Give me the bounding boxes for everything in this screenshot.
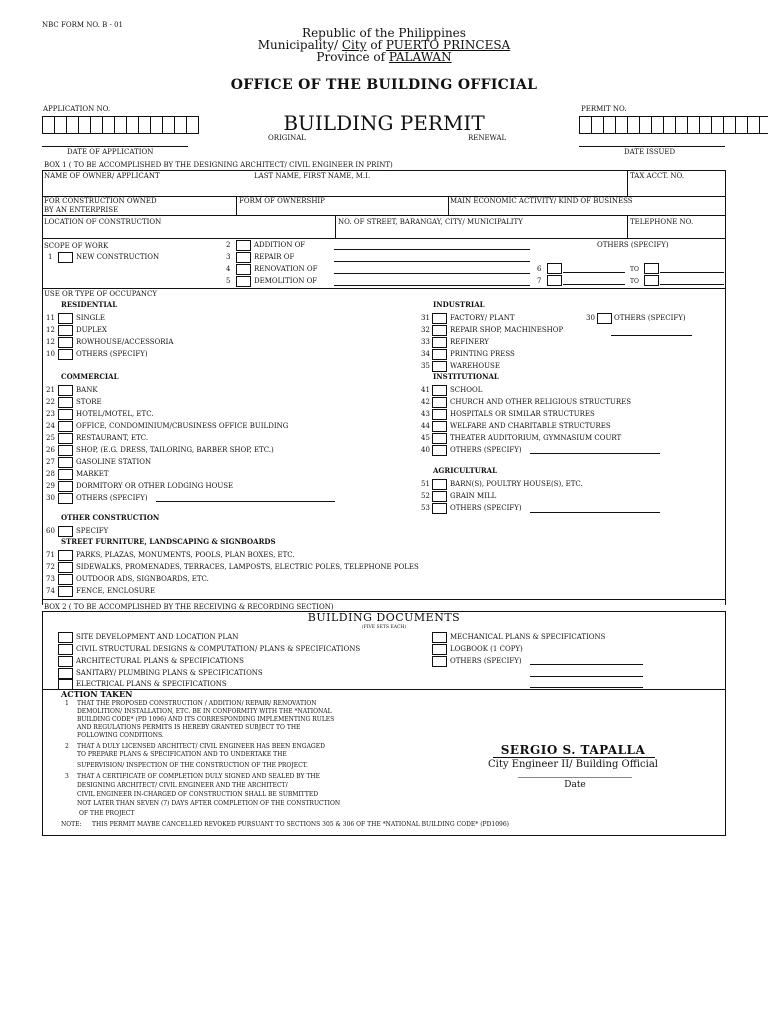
permit-no-label: PERMIT NO. [581,105,627,113]
checkbox-scope-7-to[interactable] [644,275,659,286]
checkbox-logbook[interactable] [432,644,447,655]
checkbox-docs-others[interactable] [432,656,447,667]
box1-heading: BOX 1 ( TO BE ACCOMPLISHED BY THE DESIGNING ARCHITECT/ CIVIL ENGINEER IN PRINT) [44,161,393,169]
note-label: NOTE: [61,821,82,828]
office-title: OFFICE OF THE BUILDING OFFICIAL [230,77,538,93]
five-sets-note: (FIVE SETS EACH) [361,625,407,630]
commercial-heading: COMMERCIAL [61,372,119,381]
location-label: LOCATION OF CONSTRUCTION [44,218,162,226]
province-line: Province of PALAWAN [316,50,452,64]
checkbox-addition[interactable] [236,240,251,251]
box2-heading: BOX 2 ( TO BE ACCOMPLISHED BY THE RECEIVING & RECORDING SECTION) [44,603,334,611]
checkbox-restaurant[interactable] [58,433,73,444]
checkbox-scope-7[interactable] [547,275,562,286]
checkbox-dormitory[interactable] [58,481,73,492]
checkbox-office[interactable] [58,421,73,432]
municipality-line: Municipality/ City of PUERTO PRINCESA [257,38,511,52]
occupancy-heading: USE OR TYPE OF OCCUPANCY [44,290,157,298]
industrial-heading: INDUSTRIAL [433,300,485,309]
date-issued-label: DATE ISSUED [624,148,676,156]
checkbox-specify[interactable] [58,526,73,537]
checkbox-hotel[interactable] [58,409,73,420]
note-text: THIS PERMIT MAYBE CANCELLED REVOKED PURSUANT TO SECTIONS 305 & 306 OF THE *NATIONAL BUILDING CODE* (PD1096) [92,821,510,828]
construction-owned-label: FOR CONSTRUCTION OWNED [44,197,157,205]
form-number: NBC FORM NO. B - 01 [42,21,124,29]
checkbox-duplex[interactable] [58,325,73,336]
checkbox-industrial-others[interactable] [597,313,612,324]
checkbox-architectural[interactable] [58,656,73,667]
republic-line: Republic of the Philippines [302,26,466,40]
checkbox-repair-shop[interactable] [432,325,447,336]
building-documents-title: BUILDING DOCUMENTS [307,611,461,624]
checkbox-theater[interactable] [432,433,447,444]
scope-item-label: DEMOLITION OF [254,277,318,285]
original-label: ORIGINAL [268,134,306,142]
checkbox-hospital[interactable] [432,409,447,420]
checkbox-printing-press[interactable] [432,349,447,360]
checkbox-sidewalks[interactable] [58,562,73,573]
checkbox-parks[interactable] [58,550,73,561]
owner-label: NAME OF OWNER/ APPLICANT [44,172,160,180]
checkbox-mechanical[interactable] [432,632,447,643]
checkbox-sanitary[interactable] [58,668,73,679]
checkbox-bank[interactable] [58,385,73,396]
renewal-label: RENEWAL [468,134,507,142]
checkbox-grain-mill[interactable] [432,491,447,502]
checkbox-warehouse[interactable] [432,361,447,372]
action-taken-heading: ACTION TAKEN [61,689,133,699]
checkbox-repair[interactable] [236,252,251,263]
checkbox-new-construction[interactable] [58,252,73,263]
tax-acct-label: TAX ACCT. NO. [630,172,685,180]
checkbox-institutional-others[interactable] [432,445,447,456]
signatory-title: City Engineer II/ Building Official [488,759,658,770]
street-label: NO. OF STREET, BARANGAY, CITY/ MUNICIPALITY [338,218,523,226]
scope-label: SCOPE OF WORK [44,242,109,250]
form-ownership-label: FORM OF OWNERSHIP [239,197,325,205]
checkbox-refinery[interactable] [432,337,447,348]
checkbox-store[interactable] [58,397,73,408]
application-no-label: APPLICATION NO. [43,105,111,113]
scope-item-label: RENOVATION OF [254,265,318,273]
scope-item-label: REPAIR OF [254,253,295,261]
street-furniture-heading: STREET FURNITURE, LANDSCAPING & SIGNBOARDS [61,537,276,546]
institutional-heading: INSTITUTIONAL [433,372,499,381]
checkbox-school[interactable] [432,385,447,396]
checkbox-fence[interactable] [58,586,73,597]
checkbox-gasoline[interactable] [58,457,73,468]
scope-item-label: NEW CONSTRUCTION [76,253,160,261]
checkbox-single[interactable] [58,313,73,324]
checkbox-church[interactable] [432,397,447,408]
checkbox-rowhouse[interactable] [58,337,73,348]
other-construction-heading: OTHER CONSTRUCTION [61,513,160,522]
agricultural-heading: AGRICULTURAL [433,466,498,475]
scope-others-label: OTHERS (SPECIFY) [597,241,669,249]
checkbox-commercial-others[interactable] [58,493,73,504]
checkbox-renovation[interactable] [236,264,251,275]
checkbox-scope-6[interactable] [547,263,562,274]
checkbox-shop[interactable] [58,445,73,456]
main-activity-label: MAIN ECONOMIC ACTIVITY/ KIND OF BUSINESS [450,197,633,205]
checkbox-residential-others[interactable] [58,349,73,360]
last-first-label: LAST NAME, FIRST NAME, M.I. [254,172,371,180]
checkbox-welfare[interactable] [432,421,447,432]
telephone-label: TELEPHONE NO. [630,218,694,226]
checkbox-site-development[interactable] [58,632,73,643]
checkbox-outdoor-ads[interactable] [58,574,73,585]
building-permit-title: BUILDING PERMIT [283,111,485,135]
checkbox-scope-6-to[interactable] [644,263,659,274]
residential-heading: RESIDENTIAL [61,300,118,309]
checkbox-market[interactable] [58,469,73,480]
signatory-name: SERGIO S. TAPALLA [500,743,646,757]
signatory-date-label: Date [564,780,586,790]
checkbox-factory[interactable] [432,313,447,324]
checkbox-agricultural-others[interactable] [432,503,447,514]
checkbox-demolition[interactable] [236,276,251,287]
construction-owned-label-2: BY AN ENTERPRISE [44,206,119,214]
checkbox-civil-structural[interactable] [58,644,73,655]
scope-item-label: ADDITION OF [254,241,306,249]
date-application-label: DATE OF APPLICATION [67,148,154,156]
checkbox-barn[interactable] [432,479,447,490]
